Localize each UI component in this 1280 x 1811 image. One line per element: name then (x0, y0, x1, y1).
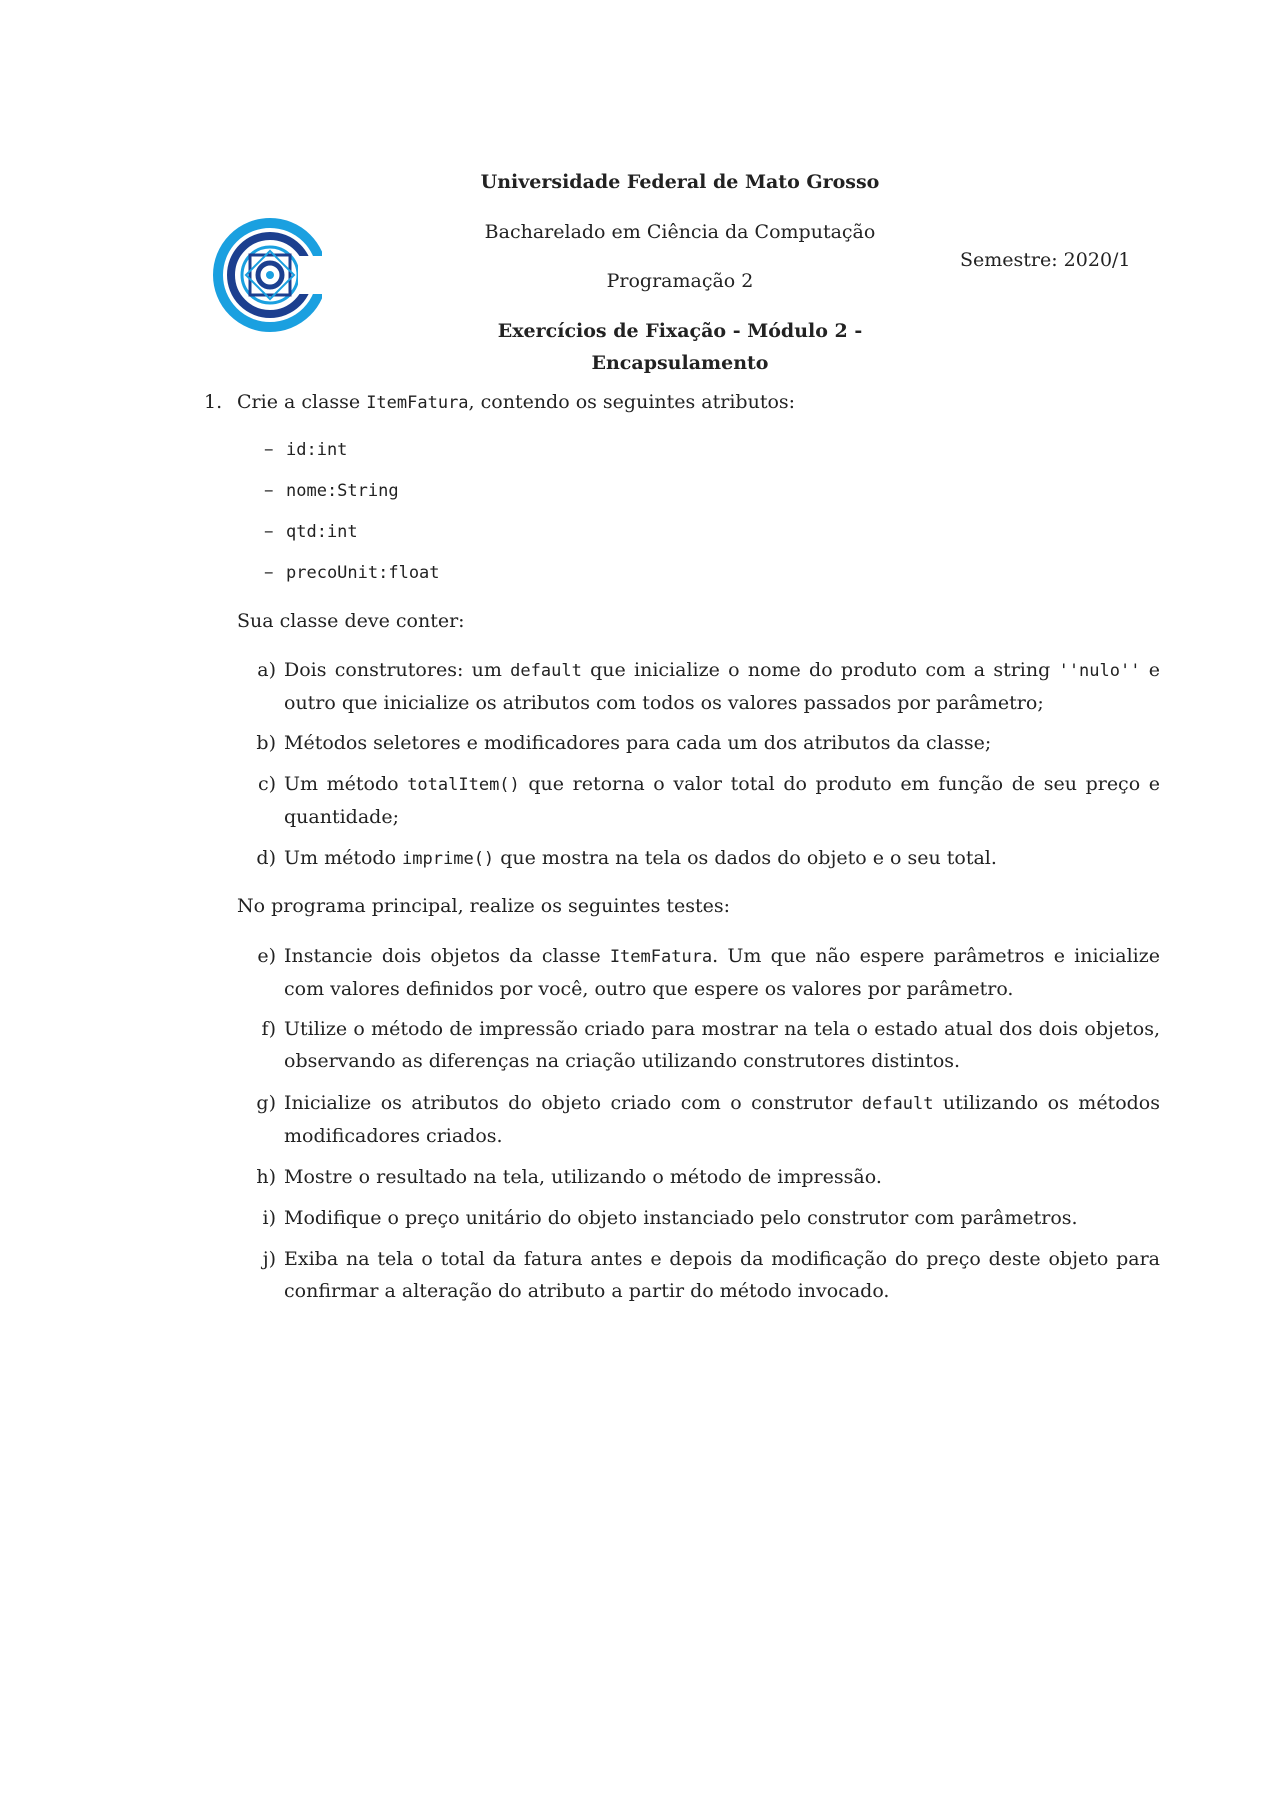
list-item: g) Inicialize os atributos do objeto criado com o construtor default utilizando os métodos modificadores criados. (256, 1092, 1160, 1147)
attribute-item: – precoUnit:float (264, 561, 440, 583)
list-item: c) Um método totalItem() que retorna o valor total do produto em função de seu preço e quantidade; (257, 773, 1160, 828)
university-logo (212, 210, 322, 340)
discipline-name: Programação 2 (606, 270, 754, 292)
document-title: Exercícios de Fixação - Módulo 2 - (497, 320, 863, 342)
list-item: i) Modifique o preço unitário do objeto instanciado pelo construtor com parâmetros. (262, 1207, 1078, 1229)
exercise-number: 1. (204, 391, 223, 413)
attribute-item: – qtd:int (264, 520, 358, 542)
list-item: b) Métodos seletores e modificadores para cada um dos atributos da classe; (256, 732, 992, 754)
list-item: f) Utilize o método de impressão criado para mostrar na tela o estado atual dos dois objetos, observando as diferenças na criação utilizando construtores distintos. (261, 1018, 1160, 1072)
section-heading: Sua classe deve conter: (237, 610, 465, 632)
attribute-item: – nome:String (264, 479, 399, 501)
university-name: Universidade Federal de Mato Grosso (480, 171, 880, 193)
list-item: d) Um método imprime() que mostra na tela os dados do objeto e o seu total. (256, 847, 997, 869)
list-item: e) Instancie dois objetos da classe ItemFatura. Um que não espere parâmetros e inicialize com valores definidos por você, outro que espere os valores por parâmetro. (257, 945, 1160, 1000)
exercise-intro: Crie a classe ItemFatura, contendo os seguintes atributos: (237, 391, 796, 413)
list-item: j) Exiba na tela o total da fatura antes e depois da modificação do preço deste objeto para confirmar a alteração do atributo a partir do método invocado. (262, 1248, 1160, 1302)
course-name: Bacharelado em Ciência da Computação (484, 221, 876, 243)
list-item: h) Mostre o resultado na tela, utilizando o método de impressão. (256, 1166, 882, 1188)
document-title-line2: Encapsulamento (591, 352, 769, 374)
class-name-code: ItemFatura (366, 393, 469, 413)
list-item: a) Dois construtores: um default que inicialize o nome do produto com a string ''nulo'' e outro que inicialize os atributos com todos os valores passados por parâmetro; (257, 659, 1160, 714)
attribute-item: – id:int (264, 438, 348, 460)
section-heading: No programa principal, realize os seguintes testes: (237, 895, 731, 917)
semester: Semestre: 2020/1 (960, 249, 1131, 271)
